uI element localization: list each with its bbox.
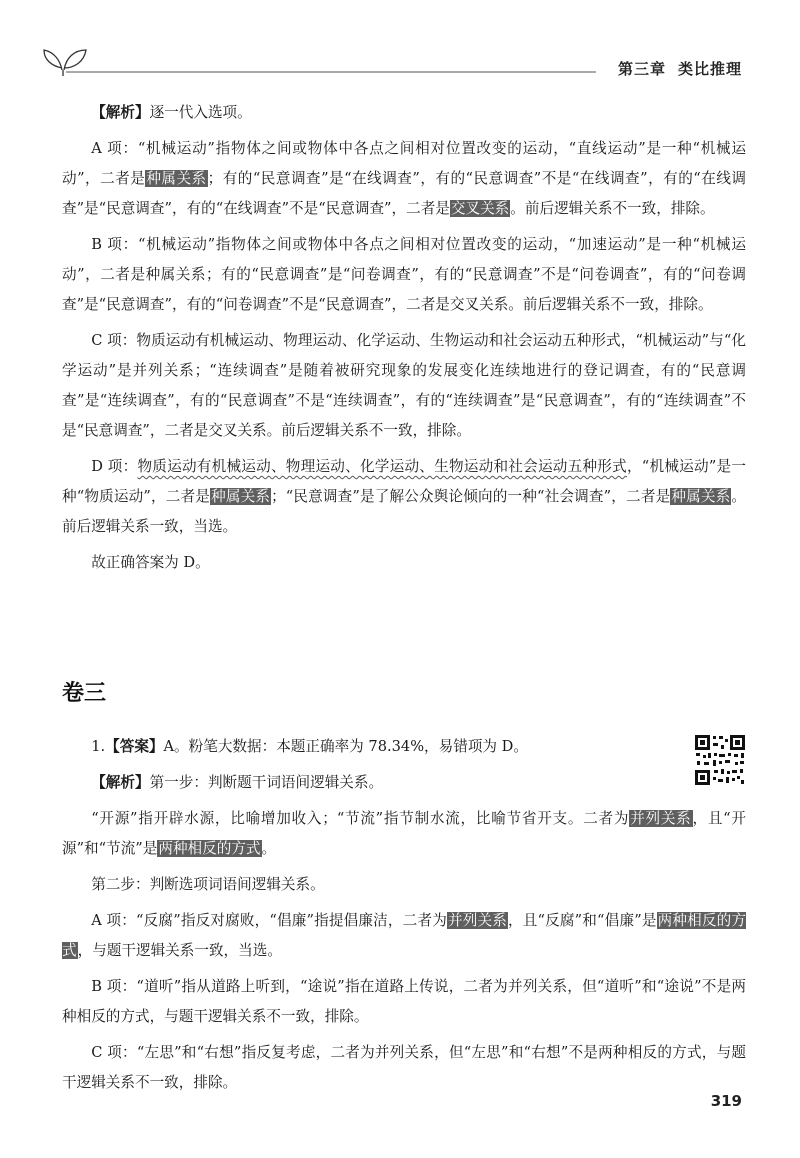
- qr-code-icon[interactable]: [694, 734, 746, 786]
- highlight: 种属关系: [671, 488, 731, 505]
- analysis-part-1: [62, 98, 746, 584]
- highlight: 种属关系: [146, 170, 207, 187]
- text-segment: ，与题干逻辑关系一致，当选。: [77, 942, 282, 959]
- section-title: 卷三: [62, 681, 107, 706]
- page-number: 319: [710, 1092, 742, 1110]
- analysis-label: 【解析】: [91, 104, 150, 121]
- highlight: 交叉关系: [450, 200, 510, 217]
- answer-label: 【答案】: [105, 738, 164, 755]
- highlight: 两种相反的方式: [62, 912, 746, 959]
- text-segment: A 项：“机械运动”指物体之间或物体中各点之间相对位置改变的运动，“直线运动”是一种“机械运动”，二者是: [62, 140, 746, 187]
- text-segment: D 项：: [91, 458, 138, 475]
- stem-paragraph: [62, 804, 746, 864]
- text-segment: 。前后逻辑关系不一致，排除。: [510, 200, 715, 217]
- option-b-paragraph: B 项：“机械运动”指物体之间或物体中各点之间相对位置改变的运动，“加速运动”是一种“机械运动”，二者是种属关系；有的“民意调查”是“问卷调查”，有的“民意调查”不是“问卷调查”，有的“问卷调查”是“民意调查”，有的“问卷调查”不是“民意调查”，二者是交叉关系。前后逻辑关系不一致，排除。: [62, 236, 746, 313]
- answer-line: [62, 732, 746, 762]
- option-d-paragraph: [62, 452, 746, 542]
- chapter-title: [606, 58, 742, 79]
- answer-text: A。粉笔大数据：本题正确率为 78.34%，易错项为 D。: [163, 738, 528, 755]
- analysis-text: 逐一代入选项。: [149, 104, 252, 121]
- text-segment: 。: [261, 840, 277, 857]
- option-c-paragraph: C 项：“左思”和“右想”指反复考虑，二者为并列关系，但“左思”和“右想”不是两种相反的方式，与题干逻辑关系不一致，排除。: [62, 1044, 746, 1091]
- option-c-paragraph: C 项：物质运动有机械运动、物理运动、化学运动、生物运动和社会运动五种形式，“机械运动”与“化学运动”是并列关系；“连续调查”是随着被研究现象的发展变化连续地进行的登记调查，有的“民意调查”是“连续调查”，有的“民意调查”不是“连续调查”，有的“连续调查”是“民意调查”，有的“连续调查”不是“民意调查”，二者是交叉关系。前后逻辑关系不一致，排除。: [62, 332, 746, 439]
- text-segment: ，且“开源”和“节流”是: [62, 810, 746, 857]
- text-segment: ；“民意调查”是了解公众舆论倾向的一种“社会调查”，二者是: [271, 488, 671, 505]
- highlight: 两种相反的方式: [158, 840, 261, 857]
- question-number: 1.: [91, 738, 106, 755]
- text-segment: A 项：“反腐”指反对腐败，“倡廉”指提倡廉洁，二者为: [91, 912, 447, 929]
- analysis-part-2: [62, 732, 746, 1104]
- text-segment: 第一步：判断题干词语间逻辑关系。: [149, 774, 384, 791]
- conclusion: 故正确答案为 D。: [91, 554, 210, 571]
- option-a-paragraph: [62, 906, 746, 966]
- page-header: [0, 0, 800, 90]
- wavy-underline: 物质运动有机械运动、物理运动、化学运动、生物运动和社会运动五种形式: [137, 458, 627, 475]
- highlight: 并列关系: [630, 810, 692, 827]
- text-segment: ，且“反腐”和“倡廉”是: [508, 912, 657, 929]
- analysis-label: 【解析】: [91, 774, 150, 791]
- text-segment: “开源”指开辟水源，比喻增加收入；“节流”指节制水流，比喻节省开支。二者为: [91, 810, 630, 827]
- analysis-intro: [62, 98, 746, 128]
- chapter-name: 类比推理: [677, 60, 742, 78]
- highlight: 种属关系: [211, 488, 271, 505]
- option-a-paragraph: [62, 134, 746, 224]
- analysis-step-1: [62, 768, 746, 798]
- chapter-number: 第三章: [617, 60, 666, 78]
- analysis-step-2: 第二步：判断选项词语间逻辑关系。: [91, 876, 325, 893]
- text-segment: ；有的“民意调查”是“在线调查”，有的“民意调查”不是“在线调查”，有的“在线调查”是“民意调查”，有的“在线调查”不是“民意调查”，二者是: [62, 170, 746, 217]
- text-segment: 。前后逻辑关系一致，当选。: [62, 488, 746, 535]
- text-segment: ，“机械运动”是一种“物质运动”，二者是: [62, 458, 746, 505]
- option-b-paragraph: B 项：“道听”指从道路上听到，“途说”指在道路上传说，二者为并列关系，但“道听”和“途说”不是两种相反的方式，与题干逻辑关系不一致，排除。: [62, 978, 746, 1025]
- highlight: 并列关系: [447, 912, 508, 929]
